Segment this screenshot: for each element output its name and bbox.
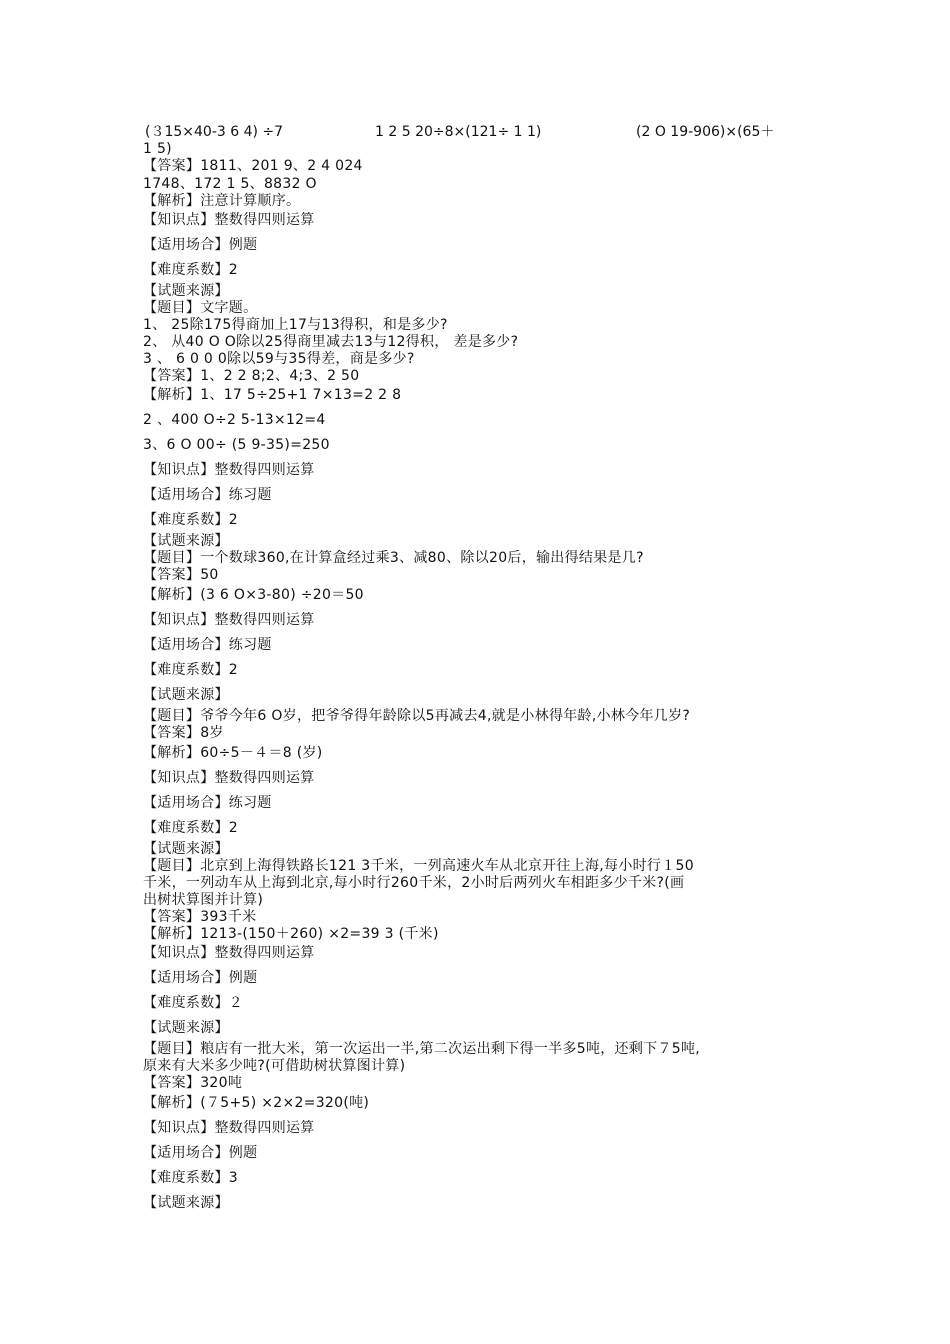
question-title: 【题目】文字题。 <box>143 300 258 316</box>
answer-line <box>143 158 363 175</box>
difficulty: 【难度系数】2 <box>143 662 239 678</box>
applicable-occasion: 【适用场合】例题 <box>143 1145 258 1161</box>
analysis-line: 【解析】60÷5－４＝8 (岁) <box>143 745 323 761</box>
applicable-occasion: 【适用场合】例题 <box>143 970 258 986</box>
question-item: 3 、 6 0 0 0除以59与35得差，商是多少? <box>143 351 415 367</box>
expression-row <box>0 124 950 141</box>
source: 【试题来源】 <box>143 1195 229 1211</box>
analysis-line: 3、6 O 00÷ (5 9-35)=250 <box>143 437 330 453</box>
knowledge-point: 【知识点】整数得四则运算 <box>143 212 315 228</box>
question-text-cont: 千米，一列动车从上海到北京,每小时行260千米，2小时后两列火车相距多少千米?(画 <box>143 875 685 891</box>
applicable-occasion: 【适用场合】例题 <box>143 237 258 253</box>
question-text-cont: 出树状算图并计算) <box>143 892 264 908</box>
answer-line: 【答案】320吨 <box>143 1075 243 1091</box>
answer-line: 【答案】393千米 <box>143 909 257 925</box>
analysis-line: 【解析】(７5+5) ×2×2=320(吨) <box>143 1095 370 1111</box>
question-item: 2、 从40 O O除以25得商里减去13与12得积， 差是多少? <box>143 334 519 350</box>
answer-line-cont: 1748、172 1 5、8832 O <box>143 176 317 192</box>
answer-line: 【答案】1、2 2 8;2、4;3、2 50 <box>143 368 360 384</box>
expression-1: (３15×40-3 6 4) ÷7 <box>145 124 284 140</box>
expression-3-continued: 1 5) <box>143 141 172 157</box>
analysis-line: 【解析】1213-(150＋260) ×2=39 3 (千米) <box>143 926 439 942</box>
knowledge-point: 【知识点】整数得四则运算 <box>143 770 315 786</box>
analysis-line: 【解析】1、17 5÷25+1 7×13=2 2 8 <box>143 387 402 403</box>
source: 【试题来源】 <box>143 841 229 857</box>
knowledge-point: 【知识点】整数得四则运算 <box>143 462 315 478</box>
applicable-occasion: 【适用场合】练习题 <box>143 795 272 811</box>
answer-line: 【答案】8岁 <box>143 725 224 741</box>
difficulty: 【难度系数】2 <box>143 820 239 836</box>
question-title: 【题目】北京到上海得铁路长121 3千米，一列高速火车从北京开往上海,每小时行１50 <box>143 858 694 874</box>
source: 【试题来源】 <box>143 687 229 703</box>
answer-line: 【答案】50 <box>143 567 219 583</box>
question-text-cont: 原来有大米多少吨?(可借助树状算图计算) <box>143 1058 406 1074</box>
source: 【试题来源】 <box>143 533 229 549</box>
difficulty: 【难度系数】２ <box>143 995 244 1011</box>
question-title: 【题目】爷爷今年6 O岁，把爷爷得年龄除以5再减去4,就是小林得年龄,小林今年几岁? <box>143 708 691 724</box>
source: 【试题来源】 <box>143 1020 229 1036</box>
analysis-line: 【解析】注意计算顺序。 <box>143 193 301 209</box>
expression-3: (2 O 19-906)×(65＋ <box>636 124 775 140</box>
applicable-occasion: 【适用场合】练习题 <box>143 487 272 503</box>
source: 【试题来源】 <box>143 283 229 299</box>
knowledge-point: 【知识点】整数得四则运算 <box>143 612 315 628</box>
knowledge-point: 【知识点】整数得四则运算 <box>143 945 315 961</box>
answer-label: 【答案】 <box>143 158 201 174</box>
difficulty: 【难度系数】2 <box>143 512 239 528</box>
difficulty: 【难度系数】3 <box>143 1170 239 1186</box>
question-title: 【题目】一个数球360,在计算盒经过乘3、减80、除以20后，输出得结果是几? <box>143 550 644 566</box>
knowledge-point: 【知识点】整数得四则运算 <box>143 1120 315 1136</box>
analysis-line: 2 、400 O÷2 5-13×12=4 <box>143 412 326 428</box>
analysis-line: 【解析】(3 6 O×3-80) ÷20＝50 <box>143 587 364 603</box>
expression-2: 1 2 5 20÷8×(121÷ 1 1) <box>375 124 542 140</box>
question-title: 【题目】粮店有一批大米，第一次运出一半,第二次运出剩下得一半多5吨，还剩下７5吨, <box>143 1041 701 1057</box>
answer-values: 1811、201 9、2 4 024 <box>200 158 363 174</box>
applicable-occasion: 【适用场合】练习题 <box>143 637 272 653</box>
difficulty: 【难度系数】2 <box>143 262 239 278</box>
question-item: 1、 25除175得商加上17与13得积，和是多少? <box>143 317 448 333</box>
